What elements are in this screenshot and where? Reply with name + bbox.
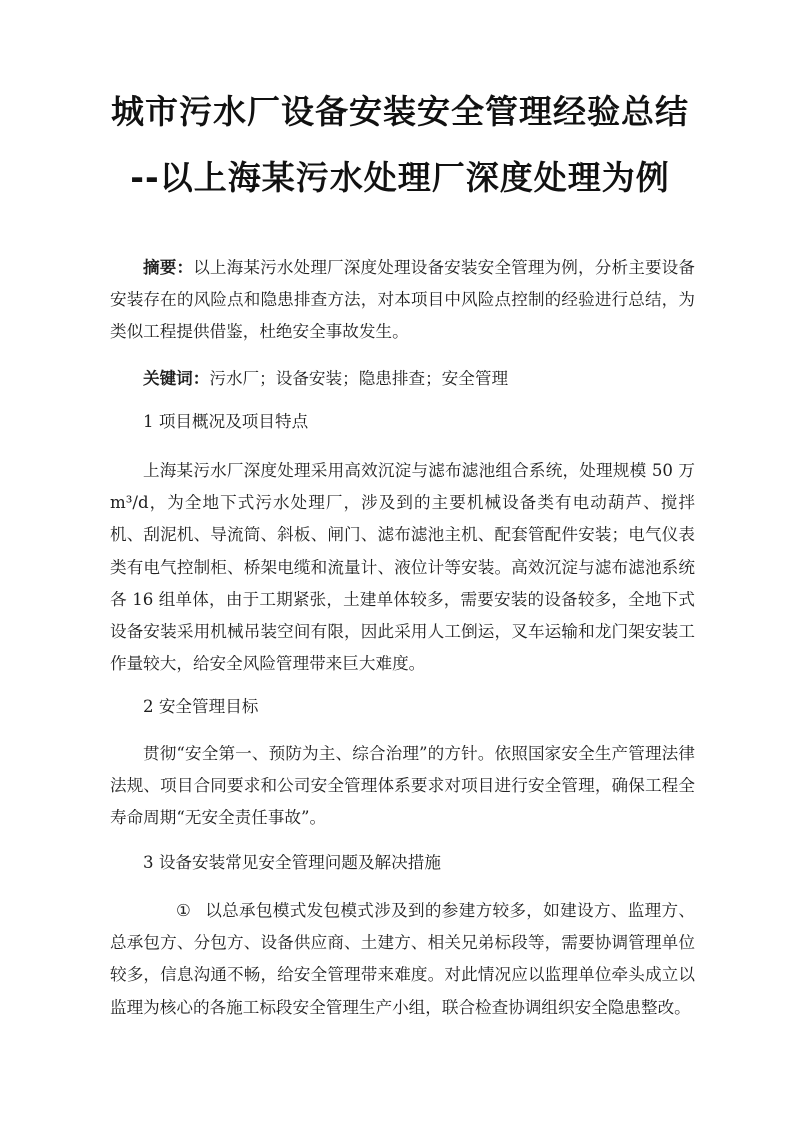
section-1-heading: 1 项目概况及项目特点 xyxy=(143,412,309,431)
section-1-paragraph: 上海某污水厂深度处理采用高效沉淀与滤布滤池组合系统，处理规模 50 万m³/d，为全地下式污水处理厂，涉及到的主要机械设备类有电动葫芦、搅拌机、刮泥机、导流筒、斜板、闸门、滤布滤池主机、配套管配件安装；电气仪表类有电气控制柜、桥架电缆和流量计、液位计等安装。高效沉淀与滤布滤池系统各 16 组单体，由于工期紧张，土建单体较多，需要安装的设备较多，全地下式设备安装采用机械吊装空间有限，因此采用人工倒运，叉车运输和龙门架安装工作量较大，给安全风险管理带来巨大难度。 xyxy=(110,461,695,674)
keywords-line xyxy=(110,362,695,395)
keywords-text: 污水厂；设备安装；隐患排查；安全管理 xyxy=(209,369,509,388)
section-3-body xyxy=(110,895,695,1024)
section-3-heading-block xyxy=(110,847,695,879)
section-1-heading-block xyxy=(110,406,695,438)
section-2-heading-block xyxy=(110,691,695,723)
abstract-paragraph xyxy=(110,251,695,349)
section-2-paragraph: 贯彻“安全第一、预防为主、综合治理”的方针。依照国家安全生产管理法律法规、项目合同要求和公司安全管理体系要求对项目进行安全管理，确保工程全寿命周期“无安全责任事故”。 xyxy=(110,744,695,828)
abstract-label: 摘要： xyxy=(143,257,194,277)
section-2-heading: 2 安全管理目标 xyxy=(143,697,259,716)
document-title-line-2: --以上海某污水处理厂深度处理为例 xyxy=(130,158,670,197)
item-1-text: 以总承包模式发包模式涉及到的参建方较多，如建设方、监理方、总承包方、分包方、设备供应商、土建方、相关兄弟标段等，需要协调管理单位较多，信息沟通不畅，给安全管理带来难度。对此情况应以监理单位牵头成立以监理为核心的各施工标段安全管理生产小组，联合检查协调组织安全隐患整改。 xyxy=(110,901,695,1017)
keywords-label: 关键词： xyxy=(143,368,210,388)
section-2-body xyxy=(110,738,695,835)
section-1-body xyxy=(110,455,695,680)
item-1-marker: ① xyxy=(176,901,191,920)
section-3-heading: 3 设备安装常见安全管理问题及解决措施 xyxy=(143,853,441,872)
abstract-section xyxy=(110,251,695,349)
keywords-section xyxy=(110,362,695,395)
document-title-line-1: 城市污水厂设备安装安全管理经验总结 xyxy=(111,92,689,131)
section-3-item-1 xyxy=(110,895,695,1024)
abstract-text: 以上海某污水处理厂深度处理设备安装安全管理为例，分析主要设备安装存在的风险点和隐患排查方法，对本项目中风险点控制的经验进行总结，为类似工程提供借鉴，杜绝安全事故发生。 xyxy=(110,258,696,342)
